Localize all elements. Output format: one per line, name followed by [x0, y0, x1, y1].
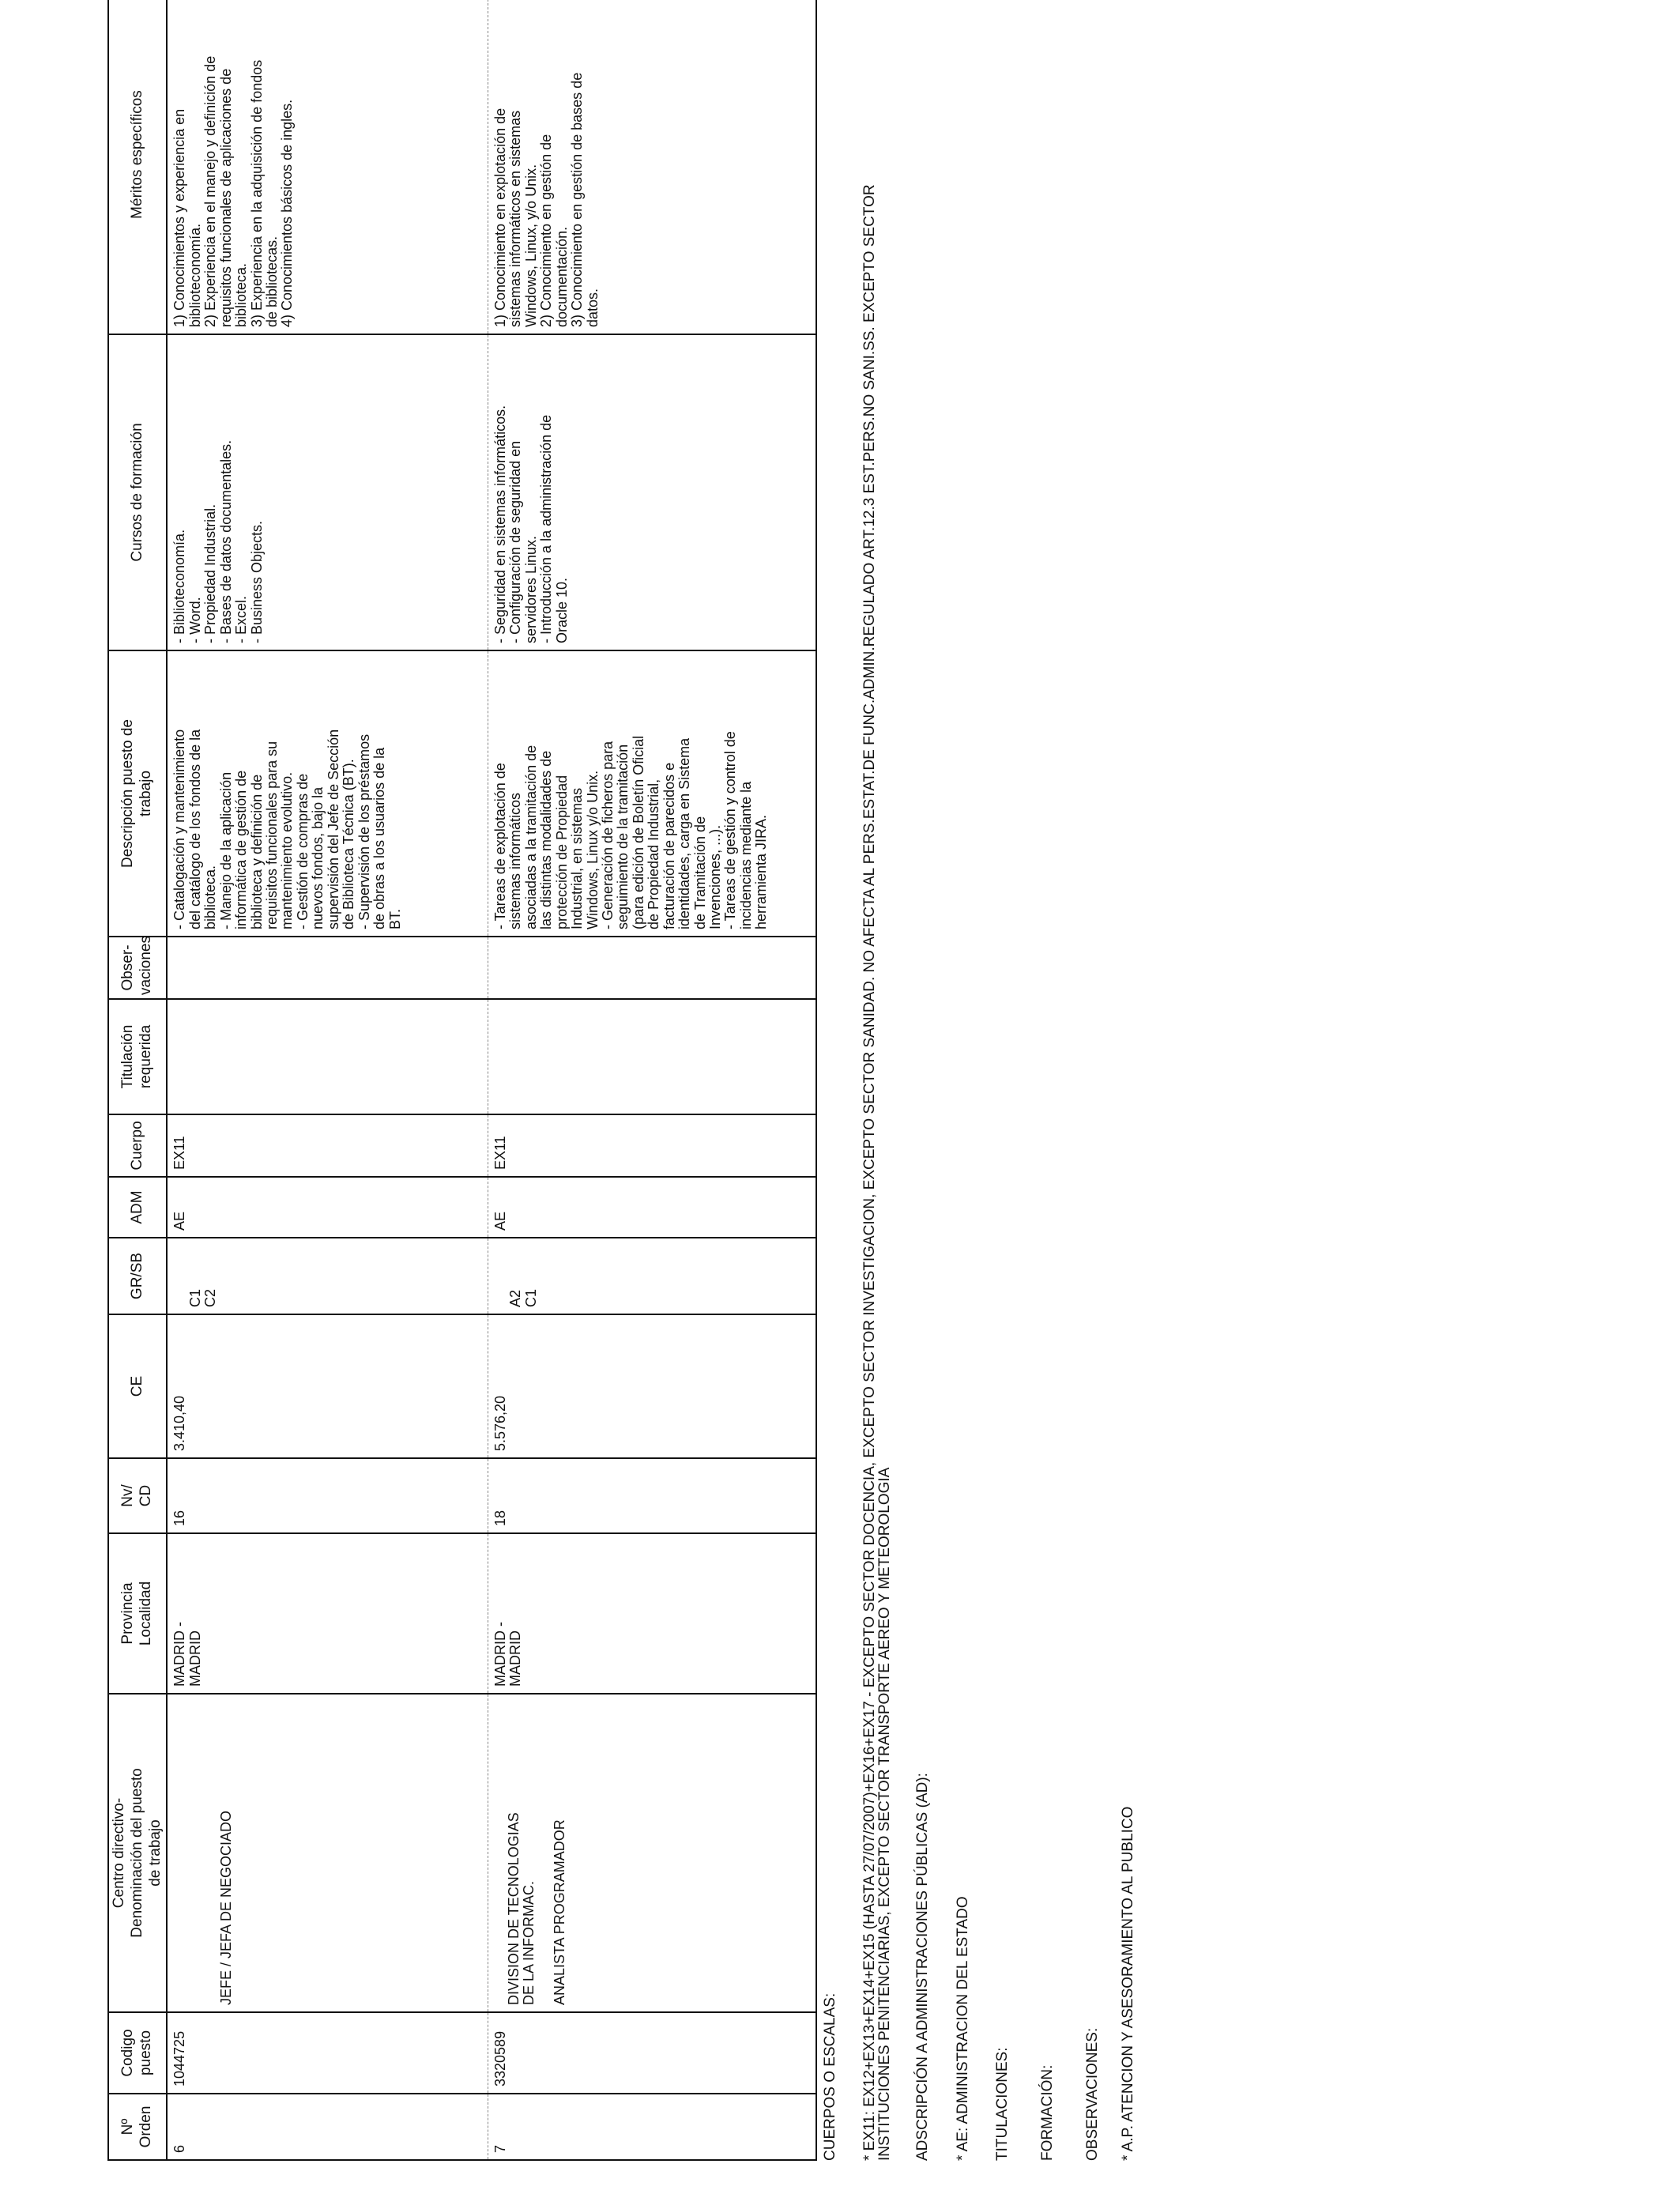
- cell-centro: [488, 1694, 816, 2012]
- table-row: [488, 0, 816, 2160]
- cell-grupo1: A2: [507, 1289, 524, 1307]
- titulaciones-title: TITULACIONES:: [994, 2047, 1011, 2161]
- cell-cuerpo: EX11: [488, 1114, 816, 1177]
- cell-codigo: 1044725: [167, 2012, 488, 2094]
- cell-adm: AE: [167, 1177, 488, 1238]
- cell-cursos: - Biblioteconomía. - Word. - Propiedad Industrial. - Bases de datos documentales. - Excel. - Business Objects.: [167, 334, 488, 650]
- cell-puesto: JEFE / JEFA DE NEGOCIADO: [217, 1810, 234, 2005]
- cell-provincia: MADRID - MADRID: [167, 1533, 488, 1694]
- cell-nivel: 18: [488, 1458, 816, 1533]
- ex11-note: * EX11: EX12+EX13+EX14+EX15 (HASTA 27/07/2007)+EX16+EX17 - EXCEPTO SECTOR DOCENCIA, EXCEPTO SECTOR INVESTIGACION, EXCEPTO SECTOR SANIDAD. NO AFECTA AL PERS.ESTAT.DE FUNC.ADMIN.REGULADO ART.12.3 EST.PERS.NO SANI.SS. EXCEPTO SECTOR INSTITUCIONES PENITENCIARIAS, EXCEPTO SECTOR TRANSPORTE AEREO Y METEOROLOGIA: [861, 184, 893, 2161]
- cell-codigo: 3320589: [488, 2012, 816, 2094]
- cell-grupo1: C1: [186, 1288, 203, 1307]
- header-observaciones: Obser- vaciones: [108, 937, 167, 999]
- header-nivel: Nv/ CD: [108, 1458, 167, 1533]
- table-header-row: [108, 0, 167, 2160]
- cell-adm: AE: [488, 1177, 816, 1238]
- grsb-block: [188, 1243, 219, 1307]
- ae-note: * AE: ADMINISTRACION DEL ESTADO: [954, 1896, 971, 2161]
- cuerpos-title: CUERPOS O ESCALAS:: [822, 1992, 838, 2161]
- header-cursos: Cursos de formación: [108, 334, 167, 650]
- cell-puesto: ANALISTA PROGRAMADOR: [552, 1819, 568, 2005]
- header-cuerpo: Cuerpo: [108, 1114, 167, 1177]
- cell-observaciones: [488, 937, 816, 999]
- cell-orden: 7: [488, 2094, 816, 2160]
- header-titulacion: Titulación requerida: [108, 999, 167, 1114]
- table-row: [167, 0, 488, 2160]
- adscripcion-title: ADSCRIPCIÓN A ADMINISTRACIONES PÚBLICAS (AD):: [913, 1773, 931, 2161]
- header-descripcion: Descripción puesto de trabajo: [108, 650, 167, 937]
- centro-block: [188, 1699, 503, 2005]
- formacion-title: FORMACIÓN:: [1039, 2064, 1057, 2161]
- cell-observaciones: [167, 937, 488, 999]
- header-ce: CE: [108, 1314, 167, 1458]
- cell-cuerpo: EX11: [167, 1114, 488, 1177]
- header-codigo: Codigo puesto: [108, 2012, 167, 2094]
- header-provincia: Provincia Localidad: [108, 1533, 167, 1694]
- header-centro: Centro directivo- Denominación del puesto de trabajo: [108, 1694, 167, 2012]
- cell-descripcion: - Catalogación y mantenimiento del catálogo de los fondos de la biblioteca. - Manejo de la aplicación informática de gestión de biblioteca y definición de requisitos funcionales para su mantenimiento evolutivo. - Gestión de compras de nuevos fondos, bajo la supervisión del Jefe de Sección de Biblioteca Técnica (BT). - Supervisión de los préstamos de obras a los usuarios de la BT.: [167, 650, 488, 937]
- header-meritos: Méritos específicos: [108, 0, 167, 334]
- header-orden: Nº Orden: [108, 2094, 167, 2160]
- cell-titulacion: [167, 999, 488, 1114]
- cell-provincia: MADRID - MADRID: [488, 1533, 816, 1694]
- cell-nivel: 16: [167, 1458, 488, 1533]
- cell-meritos: 1) Conocimiento en explotación de sistemas informáticos en sistemas Windows, Linux, y/o Unix. 2) Conocimiento en gestión de documentación. 3) Conocimiento en gestión de bases de datos.: [488, 0, 816, 334]
- cell-ce: 3.410,40: [167, 1314, 488, 1458]
- cell-descripcion: - Tareas de explotación de sistemas informáticos asociadas a la tramitación de las distintas modalidades de protección de Propiedad Industrial, en sistemas Windows, Linux y/o Unix. - Generación de ficheros para seguimiento de la tramitación (para edición de Boletín Oficial de Propiedad Industrial, facturación de parecidos e identidades, carga en Sistema de Tramitación de Invenciones, ...). - Tareas de gestión y control de incidencias mediante la herramienta JIRA.: [488, 650, 816, 937]
- footer-notes: [822, 27, 1160, 2161]
- cell-unidad: DIVISION DE TECNOLOGIAS DE LA INFORMAC.: [505, 1812, 537, 2005]
- cell-ce: 5.576,20: [488, 1314, 816, 1458]
- cell-meritos: 1) Conocimientos y experiencia en biblioteconomía. 2) Experiencia en el manejo y definición de requisitos funcionales de aplicaciones de biblioteca. 3) Experiencia en la adquisición de fondos de bibliotecas. 4) Conocimientos básicos de ingles.: [167, 0, 488, 334]
- cell-grsb: [488, 1238, 816, 1314]
- cell-centro: [167, 1694, 488, 2012]
- cell-grupo2: C2: [202, 1288, 219, 1307]
- cell-grsb: [167, 1238, 488, 1314]
- observaciones-title: OBSERVACIONES:: [1083, 2027, 1101, 2161]
- grsb-block: [508, 1243, 539, 1307]
- header-adm: ADM: [108, 1177, 167, 1238]
- centro-block: [491, 1699, 819, 2005]
- cell-orden: 6: [167, 2094, 488, 2160]
- cell-titulacion: [488, 999, 816, 1114]
- puestos-table: [107, 0, 817, 2161]
- cell-cursos: - Seguridad en sistemas informáticos. - Configuración de seguridad en servidores Linux. - Introducción a la administración de Oracle 10.: [488, 334, 816, 650]
- header-grsb: GR/SB: [108, 1238, 167, 1314]
- cell-grupo2: C1: [522, 1288, 539, 1307]
- ap-note: * A.P. ATENCION Y ASESORAMIENTO AL PUBLICO: [1119, 1806, 1136, 2161]
